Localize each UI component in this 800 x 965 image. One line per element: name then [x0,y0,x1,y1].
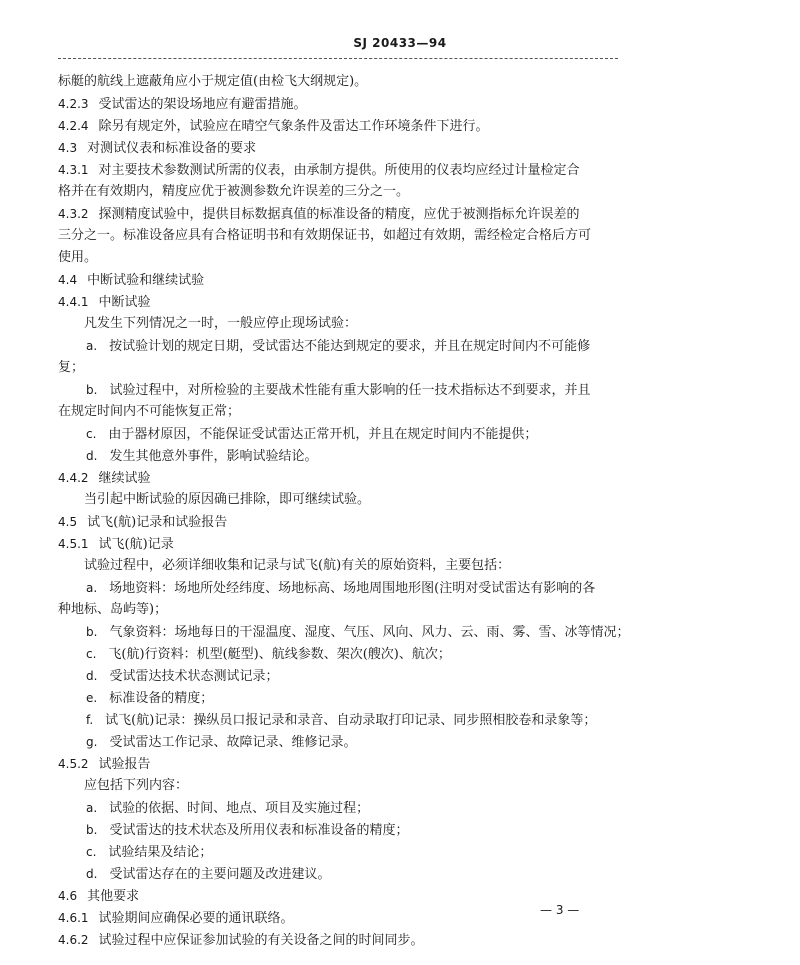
list-item-label: b. [86,625,98,639]
line-text: 由于器材原因，不能保证受试雷达正常开机，并且在规定时间内不能提供； [108,427,538,442]
section-number: 4.4.2 [58,471,89,485]
text-line [58,577,620,599]
text-line [58,247,620,269]
line-text: 试验过程中，对所检验的主要战术性能有重大影响的任一技术指标达不到要求，并且 [109,383,591,398]
line-text: 试验过程中应保证参加试验的有关设备之间的时间同步。 [98,933,424,948]
text-line [58,467,620,489]
text-line [58,511,620,533]
header-rule [58,58,618,59]
list-item-label: c. [86,845,97,859]
text-line [58,753,620,775]
line-text: 试飞(航)记录 [98,537,174,552]
line-text: 使用。 [58,250,98,265]
line-text: 中断试验 [98,295,151,310]
section-number: 4.5.1 [58,537,89,551]
line-text: 试验结果及结论； [108,845,213,860]
section-number: 4.5 [58,515,78,529]
line-text: 当引起中断试验的原因确已排除，即可继续试验。 [84,492,371,507]
text-line [58,181,620,203]
line-text: 除另有规定外，试验应在晴空气象条件及雷达工作环境条件下进行。 [98,119,489,134]
line-text: 其他要求 [87,889,140,904]
section-number: 4.4 [58,273,78,287]
section-number: 4.4.1 [58,295,89,309]
section-number: 4.2.3 [58,97,89,111]
text-line [58,159,620,181]
line-text: 受试雷达的技术状态及所用仪表和标准设备的精度； [109,823,409,838]
line-text: 试验过程中，必须详细收集和记录与试飞(航)有关的原始资料，主要包括： [84,558,511,573]
line-text: 飞(航)行资料：机型(艇型)、航线参数、架次(艘次)、航次； [108,647,451,662]
line-text: 受试雷达存在的主要问题及改进建议。 [109,867,331,882]
section-number: 4.6.2 [58,933,89,947]
line-text: 试飞(航)记录和试验报告 [87,515,228,530]
line-text: 对测试仪表和标准设备的要求 [87,141,257,156]
text-line [58,841,620,863]
list-item-label: g. [86,735,98,749]
section-number: 4.6 [58,889,78,903]
text-line [58,709,620,731]
text-line [58,269,620,291]
line-text: 场地资料：场地所处经纬度、场地标高、场地周围地形图(注明对受试雷达有影响的各 [109,581,596,596]
text-line [58,885,620,907]
list-item-label: f. [86,713,94,727]
line-text: 种地标、岛屿等)； [58,602,168,617]
line-text: 三分之一。标准设备应具有合格证明书和有效期保证书，如超过有效期，需经检定合格后方可 [58,228,592,243]
list-item-label: e. [86,691,98,705]
line-text: 试飞(航)记录：操纵员口报记录和录音、自动录取打印记录、同步照相胶卷和录象等； [105,713,597,728]
line-text: 复； [58,360,85,375]
text-line [58,533,620,555]
line-text: 格并在有效期内，精度应优于被测参数允许误差的三分之一。 [58,184,410,199]
line-text: 受试雷达工作记录、故障记录、维修记录。 [109,735,357,750]
text-line [58,907,620,929]
section-number: 4.6.1 [58,911,89,925]
list-item-label: c. [86,647,97,661]
text-line [58,225,620,247]
line-text: 按试验计划的规定日期，受试雷达不能达到规定的要求，并且在规定时间内不可能修 [109,339,591,354]
line-text: 凡发生下列情况之一时，一般应停止现场试验： [84,316,358,331]
text-line [58,93,620,115]
text-line [58,929,620,951]
list-item-label: d. [86,669,98,683]
section-number: 4.5.2 [58,757,89,771]
text-line [58,797,620,819]
page-number: — 3 — [540,903,580,917]
text-line [58,665,620,687]
text-line [58,489,620,511]
text-line [58,115,620,137]
text-line [58,71,620,93]
text-line [58,401,620,423]
text-line [58,445,620,467]
list-item-label: d. [86,867,98,881]
line-text: 气象资料：场地每日的干湿温度、湿度、气压、风向、风力、云、雨、雾、雪、冰等情况； [109,625,630,640]
list-item-label: a. [86,801,98,815]
text-line [58,423,620,445]
text-line [58,775,620,797]
text-line [58,621,630,643]
section-number: 4.3.1 [58,163,89,177]
line-text: 在规定时间内不可能恢复正常； [58,404,241,419]
line-text: 试验期间应确保必要的通讯联络。 [98,911,294,926]
list-item-label: d. [86,449,98,463]
line-text: 发生其他意外事件，影响试验结论。 [109,449,318,464]
list-item-label: b. [86,823,98,837]
text-line [58,687,620,709]
text-line [58,203,620,225]
line-text: 应包括下列内容： [84,778,189,793]
text-line [58,731,620,753]
line-text: 中断试验和继续试验 [87,273,205,288]
text-line [58,379,620,401]
document-number: SJ 20433—94 [353,36,447,50]
line-text: 继续试验 [98,471,151,486]
text-line [58,291,620,313]
line-text: 对主要技术参数测试所需的仪表，由承制方提供。所使用的仪表均应经过计量检定合 [98,163,580,178]
line-text: 试验报告 [98,757,151,772]
line-text: 标艇的航线上遮蔽角应小于规定值(由检飞大纲规定)。 [58,74,368,89]
text-line [58,313,620,335]
section-number: 4.3 [58,141,78,155]
list-item-label: a. [86,339,98,353]
text-line [58,599,620,621]
text-line [58,863,620,885]
line-text: 试验的依据、时间、地点、项目及实施过程； [109,801,370,816]
text-line [58,137,620,159]
line-text: 探测精度试验中，提供目标数据真值的标准设备的精度，应优于被测指标允许误差的 [98,207,580,222]
text-line [58,357,620,379]
text-line [58,819,620,841]
text-line [58,643,620,665]
text-line [58,335,620,357]
line-text: 标准设备的精度； [109,691,214,706]
document-body [58,71,630,951]
section-number: 4.3.2 [58,207,89,221]
list-item-label: c. [86,427,97,441]
section-number: 4.2.4 [58,119,89,133]
line-text: 受试雷达技术状态测试记录； [109,669,279,684]
list-item-label: b. [86,383,98,397]
text-line [58,555,620,577]
list-item-label: a. [86,581,98,595]
line-text: 受试雷达的架设场地应有避雷措施。 [98,97,307,112]
